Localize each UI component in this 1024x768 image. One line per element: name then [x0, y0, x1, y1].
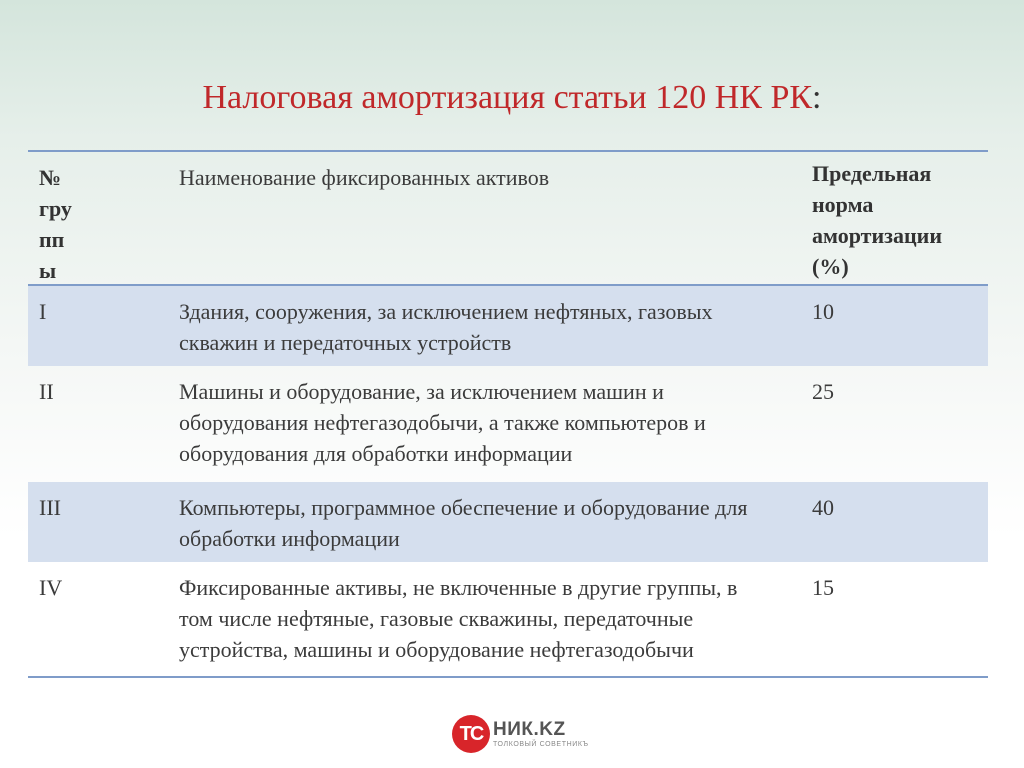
header-group-no-line: ы: [39, 258, 57, 283]
group-number: IV: [39, 575, 63, 600]
header-rate: [812, 152, 988, 284]
header-rate-line: (%): [812, 254, 849, 279]
header-group-no-line: №: [39, 165, 62, 190]
header-asset-name: [104, 152, 812, 284]
group-number: III: [39, 495, 61, 520]
header-group-no-line: пп: [39, 227, 65, 252]
table-header-row: [28, 152, 988, 286]
depreciation-rate: 40: [812, 495, 834, 520]
asset-description-line: Фиксированные активы, не включенные в другие группы, в: [179, 575, 738, 600]
logo-tagline: ТОЛКОВЫЙ СОВЕТНИКЪ: [493, 740, 589, 748]
asset-description-line: устройства, машины и оборудование нефтегазодобычи: [179, 637, 694, 662]
asset-description-line: Компьютеры, программное обеспечение и оборудование для: [179, 495, 748, 520]
header-rate-line: Предельная: [812, 161, 932, 186]
depreciation-rate: 15: [812, 575, 834, 600]
slide-title: [0, 78, 1024, 118]
logo-mark-text: TC: [459, 722, 483, 745]
table-row: [28, 286, 988, 366]
logo-name: НИК.KZ: [493, 718, 566, 740]
header-rate-line: амортизации: [812, 223, 942, 248]
logo-mark-icon: [452, 715, 490, 753]
asset-description-line: оборудования для обработки информации: [179, 441, 573, 466]
table-row: [28, 366, 988, 482]
asset-description-line: обработки информации: [179, 526, 400, 551]
asset-description-line: скважин и передаточных устройств: [179, 330, 512, 355]
table-row: [28, 482, 988, 562]
header-asset-name-text: Наименование фиксированных активов: [179, 165, 550, 190]
depreciation-table: [28, 150, 988, 678]
depreciation-rate: 25: [812, 379, 834, 404]
table-row: [28, 562, 988, 678]
header-rate-line: норма: [812, 192, 874, 217]
footer-logo: [452, 714, 592, 754]
header-group-no: [28, 152, 104, 284]
header-group-no-line: гру: [39, 196, 72, 221]
logo-wordmark: [493, 720, 589, 749]
asset-description-line: Машины и оборудование, за исключением машин и: [179, 379, 664, 404]
slide-title-colon: :: [812, 79, 822, 116]
asset-description-line: Здания, сооружения, за исключением нефтяных, газовых: [179, 299, 713, 324]
slide-title-text: Налоговая амортизация статьи 120 НК РК: [202, 79, 813, 116]
asset-description-line: том числе нефтяные, газовые скважины, передаточные: [179, 606, 694, 631]
depreciation-rate: 10: [812, 299, 834, 324]
group-number: I: [39, 299, 47, 324]
asset-description-line: оборудования нефтегазодобычи, а также компьютеров и: [179, 410, 706, 435]
group-number: II: [39, 379, 54, 404]
